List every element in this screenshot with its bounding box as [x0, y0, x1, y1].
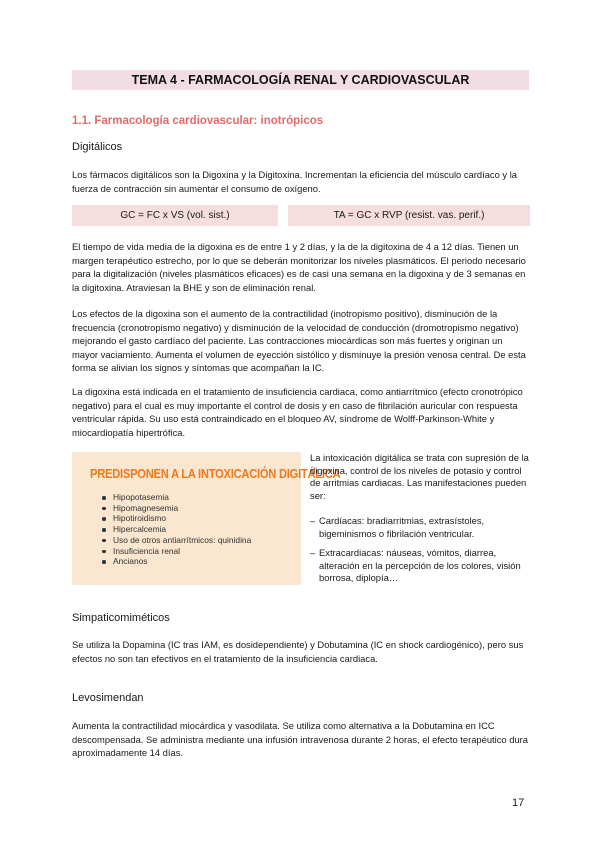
manifestacion-extracardiacas-text: Extracardiacas: náuseas, vómitos, diarrea, alteración en la percepción de los colores, visión borrosa, diplopía…	[319, 547, 521, 584]
list-item: Hipercalcemia	[102, 524, 251, 535]
list-item: Insuficiencia renal	[102, 546, 251, 557]
page-number: 17	[512, 797, 525, 809]
manifestacion-cardiacas	[310, 515, 532, 540]
list-item: Uso de otros antiarrítmicos: quinidina	[102, 535, 251, 546]
intoxicacion-intro: La intoxicación digitálica se trata con supresión de la digoxina, control de los niveles de potasio y control de arritmias cardiacas. Las manifestaciones pueden ser:	[310, 452, 529, 501]
digitalicos-heading: Digitálicos	[72, 141, 123, 153]
predisponen-box-title: PREDISPONEN A LA INTOXICACIÓN DIGITÁLICA	[90, 466, 341, 481]
paragraph-indicacion: La digoxina está indicada en el tratamiento de insuficiencia cardiaca, como antiarrítmico (efecto cronotrópico negativo) para el cual es muy importante el control de dosis y en caso de fibrilación auricular con respuesta ventricular rápida. Su uso está contraindicado en el bloqueo AV, síndrome de Wolff-Parkinson-White y miocardiopatía hipertrófica.	[72, 386, 523, 438]
simpaticomimeticos-text: Se utiliza la Dopamina (IC tras IAM, es dosidependiente) y Dobutamina (IC en shock cardiogénico), pero sus efectos no son tan efectivos en el tratamiento de la insuficiencia cardiaca.	[72, 639, 524, 664]
manifestacion-extracardiacas	[310, 547, 532, 585]
formula-ta: TA = GC x RVP (resist. vas. perif.)	[288, 205, 530, 226]
simpaticomimeticos-heading: Simpaticomiméticos	[72, 612, 170, 624]
manifestacion-cardiacas-text: Cardíacas: bradiarritmias, extrasístoles, bigeminismos o fibrilación ventricular.	[319, 515, 485, 539]
digitalicos-intro: Los fármacos digitálicos son la Digoxina y la Digitoxina. Incrementan la eficiencia del músculo cardíaco y la fuerza de contracción sin aumentar el consumo de oxígeno.	[72, 169, 518, 194]
predisponen-box	[72, 452, 341, 585]
dash-bullet: –	[310, 515, 316, 526]
levosimendan-text: Aumenta la contractilidad miocárdica y vasodilata. Se utiliza como alternativa a la Dobutamina en ICC descompensada. Se administra mediante una infusión intravenosa durante 2 horas, el efecto terapéutico dura aproximadamente 14 días.	[72, 720, 529, 759]
page-header-title: TEMA 4 - FARMACOLOGÍA RENAL Y CARDIOVASCULAR	[131, 73, 470, 87]
section-title: 1.1. Farmacología cardiovascular: inotrópicos	[72, 115, 324, 127]
list-item: Hipomagnesemia	[102, 503, 251, 514]
predisponen-list	[102, 492, 251, 567]
dash-bullet: –	[310, 547, 316, 558]
paragraph-vida-media: El tiempo de vida media de la digoxina es de entre 1 y 2 días, y la de la digitoxina de 4 a 12 días. Tienen un margen terapéutico estrecho, por lo que se deberán monitorizar los niveles plasmáticos. El periodo necesario para la digitalización (niveles plasmáticos eficaces) es de casi una semana en la digoxina y de 3 semanas en la digitoxina. Atraviesan la BHE y son de eliminación renal.	[72, 241, 526, 293]
list-item: Hipotiroidismo	[102, 513, 251, 524]
list-item: Hipopotasemia	[102, 492, 251, 503]
list-item: Ancianos	[102, 556, 251, 567]
formula-gc: GC = FC x VS (vol. sist.)	[72, 205, 278, 226]
levosimendan-heading: Levosimendan	[72, 692, 144, 704]
paragraph-efectos: Los efectos de la digoxina son el aumento de la contractilidad (inotropismo positivo), disminución de la frecuencia (cronotropismo negativo) y disminución de la velocidad de conducción (dromotropismo negativo) mejorando el gasto cardíaco del paciente. Las contracciones miocárdicas son más fuertes y originan un mayor vaciamiento. Aumenta el volumen de eyección sistólico y disminuye la presión venosa central. De esta forma se alivian los signos y síntomas que acompañan la IC.	[72, 308, 526, 374]
